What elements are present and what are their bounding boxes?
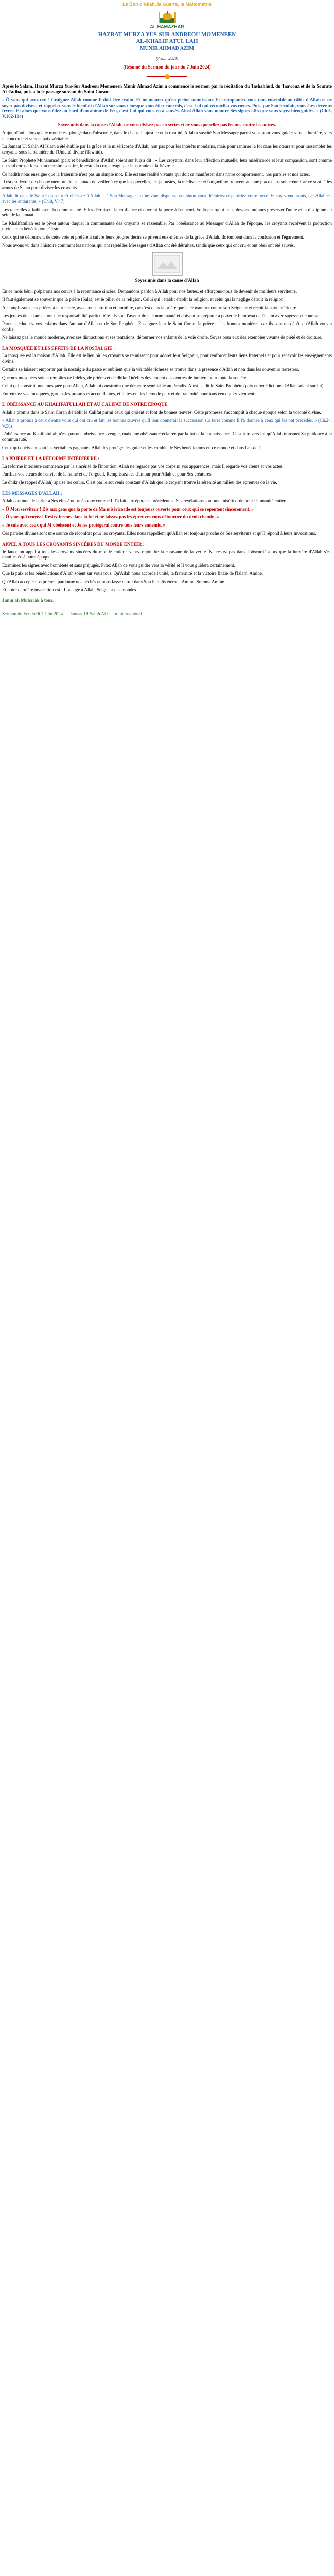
body-paragraph: Il faut également se souvenir que la prière (Salat) est le pilier de la religion. Celui qui l'établit établit la religion, et celui qui la néglige détruit la religion. xyxy=(2,296,285,302)
imam-name: MUNIR AHMAD AZIM xyxy=(140,45,194,52)
body-paragraph: Parents, éduquez vos enfants dans l'amour d'Allah et de Son Prophète. Enseignez-leur le Saint Coran, la prière et les bonnes manières, car ils sont un dépôt qu'Allah vous a confié. xyxy=(2,321,332,332)
body-paragraph: La Jamaat Ul Sahih Al Islam a été établie par la grâce et la miséricorde d'Allah, non pas pour les intérêts mondains, mais pour ranimer la foi dans les cœurs et pour rassembler les croyants sous la bannière de l'Unicité divine (Tawhid). xyxy=(2,144,332,155)
body-paragraph: En ce mois béni, préparons nos cœurs à la repentance sincère. Demandons pardon à Allah pour nos fautes, et efforçons-nous de devenir de meilleurs serviteurs. xyxy=(2,289,297,294)
hadith-paragraph: Celui qui construit une mosquée pour Allah, Allah lui construira une demeure semblable au Paradis. Ainsi l'a dit le Saint Prophète (paix et bénédictions d'Allah soient sur lui). xyxy=(2,383,325,388)
header-line-2: AL-KHALIF ATUL LAH xyxy=(136,38,198,44)
body-paragraph: Qu'Allah accepte nos prières, pardonne nos péchés et nous fasse entrer dans Son Paradis éternel. Amine, Summa Amine. xyxy=(2,579,225,584)
body-paragraph: Purifiez vos cœurs de l'envie, de la haine et de l'orgueil. Remplissez-les d'amour pour Allah et pour Ses créatures. xyxy=(2,471,213,477)
body-paragraph: Les querelles affaiblissent la communauté. Elles détruisent la confiance et ouvrent la porte à l'ennemi. Voilà pourquoi nous devons toujours préserver l'unité et la discipline au sein de la Jamaat. xyxy=(2,207,332,218)
body-paragraph: La réforme intérieure commence par la sincérité de l'intention. Allah ne regarde pas vos corps ni vos apparences, mais Il regarde vos cœurs et vos actes. xyxy=(2,463,284,469)
illustration-image xyxy=(152,252,183,276)
body-paragraph: Ceux qui obéissent sont les véritables gagnants. Allah les protège, les guide et les comble de Ses bénédictions en ce monde et dans l'au-delà. xyxy=(2,445,262,451)
body-paragraph: Examinez les signes avec honnêteté et sans préjugés. Priez Allah de vous guider vers la vérité et Il vous guidera certainement. xyxy=(2,563,235,568)
body-paragraph: Ceux qui se détournent de cette voie et préfèrent suivre leurs propres désirs se privent eux-mêmes de la grâce d'Allah. Ils tombent dans la confusion et l'égarement. xyxy=(2,234,305,240)
body-paragraph: Les jeunes de la Jamaat ont une responsabilité particulière. Ils sont l'avenir de la communauté et doivent se préparer à porter le flambeau de l'Islam avec sagesse et courage. xyxy=(2,313,321,318)
illustration-caption: Soyez unis dans la cause d'Allah xyxy=(135,278,199,283)
revelation-quote: « Ô Mon serviteur ! Dis aux gens que la porte de Ma miséricorde est toujours ouverte pour ceux qui se repentent sincèrement. » xyxy=(2,506,254,512)
body-paragraph: Que nos mosquées soient remplies de fidèles, de prières et de dhikr. Qu'elles deviennent des centres de lumière pour toute la société. xyxy=(2,375,248,380)
sermon-subtitle: (Résumé du Sermon du jour du 7 Juin 2024) xyxy=(123,64,211,70)
closing-signature: Jumu'ah Mubarak à tous. xyxy=(2,598,54,603)
body-paragraph: Allah continue de parler à Ses élus à notre époque comme Il l'a fait aux époques précédentes. Ses révélations sont une miséricorde pour l'humanité entière. xyxy=(2,498,289,503)
body-paragraph: Il est du devoir de chaque membre de la Jamaat de veiller à ce que les querelles, les jalousies, la médisance et l'orgueil ne trouvent aucune place dans son cœur. Car ce sont là les armes de Satan pour diviser les croyants. xyxy=(2,179,332,191)
closing-reference: Sermon du Vendredi 7 Juin 2024 — Jamaat Ul Sahih Al Islam International xyxy=(2,611,142,617)
sermon-date: (7 Juin 2024) xyxy=(155,56,179,61)
quran-quote-2: Allah dit dans le Saint Coran : « Et obéissez à Allah et à Son Messager ; et ne vous disputez pas, sinon vous fléchiriez et perdriez votre force. Et soyez endurants, car Allah est avec les endurants. » (Ch.8, V.47) xyxy=(2,193,332,204)
ornament-divider-icon xyxy=(147,73,187,80)
body-paragraph: Que la paix et les bénédictions d'Allah soient sur vous tous. Qu'Allah nous accorde l'unité, la fraternité et la victoire finale de l'Islam. Amine. xyxy=(2,571,263,576)
section-heading: LA PRIÈRE ET LA RÉFORME INTÉRIEURE : xyxy=(2,455,100,461)
greeting-paragraph: Après le Salam, Hazrat Murza Yus-Sur Andreou Momeneen Munir Ahmad Azim a commencé le sermon par la récitation du Tashahhud, du Taawouz et de la Sourate Al-Fatiha, puis a lu le passage suivant du Saint Coran: xyxy=(2,83,332,94)
body-paragraph: Ce hadith nous enseigne que la fraternité n'est pas un simple mot. Elle est une réalité vivante qui doit se manifester dans notre comportement, nos paroles et nos actes. xyxy=(2,171,310,177)
section-heading: APPEL À TOUS LES CROYANTS SINCÈRES DU MONDE ENTIER : xyxy=(2,541,145,547)
body-paragraph: Le Khalifatullah est le pivot autour duquel la communauté des croyants se rassemble. Par l'obéissance au Messager d'Allah de l'époque, les croyants reçoivent la protection divine et la bénédiction céleste. xyxy=(2,221,332,231)
quran-quote-3: « Allah a promis à ceux d'entre vous qui ont cru et fait les bonnes œuvres qu'Il leur donnerait la succession sur terre comme Il l'a donnée à ceux qui les ont précédés. » (Ch.24, V.56) xyxy=(2,417,332,429)
body-paragraph: Je lance un appel à tous les croyants sincères du monde entier : venez rejoindre la caravane de la vérité. Ne restez pas dans l'obscurité alors que la lumière d'Allah s'est manifestée à notre époque. xyxy=(2,549,332,560)
body-paragraph: Et notre dernière invocation est : Louange à Allah, Seigneur des mondes. xyxy=(2,587,137,592)
section-heading: LES MESSAGES D'ALLAH : xyxy=(2,490,62,496)
body-paragraph: Aujourd'hui, alors que le monde est plongé dans l'obscurité, dans le chaos, l'injustice et la rivalité, Allah a suscité Son Messager parmi vous pour vous guider vers la lumière, vers la concorde et vers la paix véritable. xyxy=(2,130,332,141)
article-page xyxy=(0,0,334,620)
site-name: AL HAMAZHAR xyxy=(150,24,184,29)
revelation-quote: « Ô vous qui croyez ! Restez fermes dans la foi et ne laissez pas les épreuves vous détourner du droit chemin. » xyxy=(2,514,219,520)
mosque-logo-icon xyxy=(157,8,177,24)
quran-quote-1: « Ô vous qui avez cru ! Craignez Allah comme Il doit être craint. Et ne mourez qu'en pleine soumission. Et cramponnez-vous tous ensemble au câble d'Allah et ne soyez pas divisés ; et rappelez-vous le bienfait d'Allah sur vous : lorsque vous étiez ennemis, c'est Lui qui réconcilia vos cœurs. Puis, par Son bienfait, vous êtes devenus frères. Et alors que vous étiez au bord d'un abîme de Feu, c'est Lui qui vous en a sauvés. Ainsi Allah vous montre Ses signes afin que vous soyez bien guidés. » (Ch.3, V.102-104) xyxy=(2,97,332,120)
body-paragraph: La mosquée est la maison d'Allah. Elle est le lieu où les croyants se réunissent pour adorer leur Seigneur, pour renforcer leurs liens fraternels et pour recevoir les enseignements divins. xyxy=(2,353,332,364)
body-paragraph: Nous avons vu dans l'histoire comment les nations qui ont rejeté les Messagers d'Allah ont été détruites, tandis que ceux qui ont cru et ont obéi ont été sauvés. xyxy=(2,242,295,248)
site-title: Le Bon d'Allah, la Guerre, la Mahométrie xyxy=(122,2,212,7)
hadith-paragraph: Le Saint Prophète Muhammad (paix et bénédictions d'Allah soient sur lui) a dit : « Les croyants, dans leur affection mutuelle, leur miséricorde et leur compassion, sont comme un seul corps : lorsqu'un membre souffre, le reste du corps réagit par l'insomnie et la fièvre. » xyxy=(2,157,332,168)
header-line-1: HAZRAT MURZA YUS-SUR ANDREOU MOMENEEN xyxy=(98,31,236,38)
emphasis-line: Soyez unis dans la cause d'Allah, ne vous divisez pas en sectes et ne vous querellez pas les uns contre les autres. xyxy=(58,122,276,127)
body-paragraph: Le dhikr (le rappel d'Allah) apaise les cœurs. C'est par le souvenir constant d'Allah que le croyant trouve la sérénité au milieu des épreuves de la vie. xyxy=(2,480,277,485)
section-heading: L'OBÉISSANCE AU KHALIFATULLAH ET AU CALIFAT DE NOTRE ÉPOQUE xyxy=(2,402,168,408)
body-paragraph: Certains se laissent emporter par la nostalgie du passé et oublient que la véritable richesse se trouve dans la présence d'Allah et non dans les souvenirs terrestres. xyxy=(2,367,300,372)
body-paragraph: L'obéissance au Khalifatullah n'est pas une obéissance aveugle, mais une obéissance éclairée par la foi et la connaissance. C'est à travers lui qu'Allah transmet Sa guidance à la communauté. xyxy=(2,431,332,443)
body-paragraph: Entretenez vos mosquées, gardez-les propres et accueillantes, et faites-en des lieux de paix et de fraternité pour tous ceux qui y viennent. xyxy=(2,391,256,397)
body-paragraph: Allah a promis dans le Saint Coran d'établir le Califat parmi ceux qui croient et font de bonnes œuvres. Cette promesse s'accomplit à chaque époque selon la volonté divine. xyxy=(2,410,321,415)
body-paragraph: Accomplissons nos prières à leur heure, avec concentration et humilité, car c'est dans la prière que le croyant rencontre son Seigneur et reçoit la paix intérieure. xyxy=(2,304,297,310)
body-paragraph: Ne laissez pas le monde moderne, avec ses distractions et ses tentations, détourner vos enfants de la voie droite. Soyez pour eux des exemples vivants de piété et de droiture. xyxy=(2,334,323,340)
body-paragraph: Ces paroles divines sont une source de réconfort pour les croyants. Elles nous rappellent qu'Allah est toujours proche de Ses serviteurs et qu'Il répond à leurs invocations. xyxy=(2,531,317,536)
revelation-quote: « Je suis avec ceux qui M'obéissent et Je les protégerai contre tous leurs ennemis. » xyxy=(2,522,166,528)
section-heading: LA MOSQUÉE ET LES EFFETS DE LA NOSTALGIE : xyxy=(2,345,115,351)
